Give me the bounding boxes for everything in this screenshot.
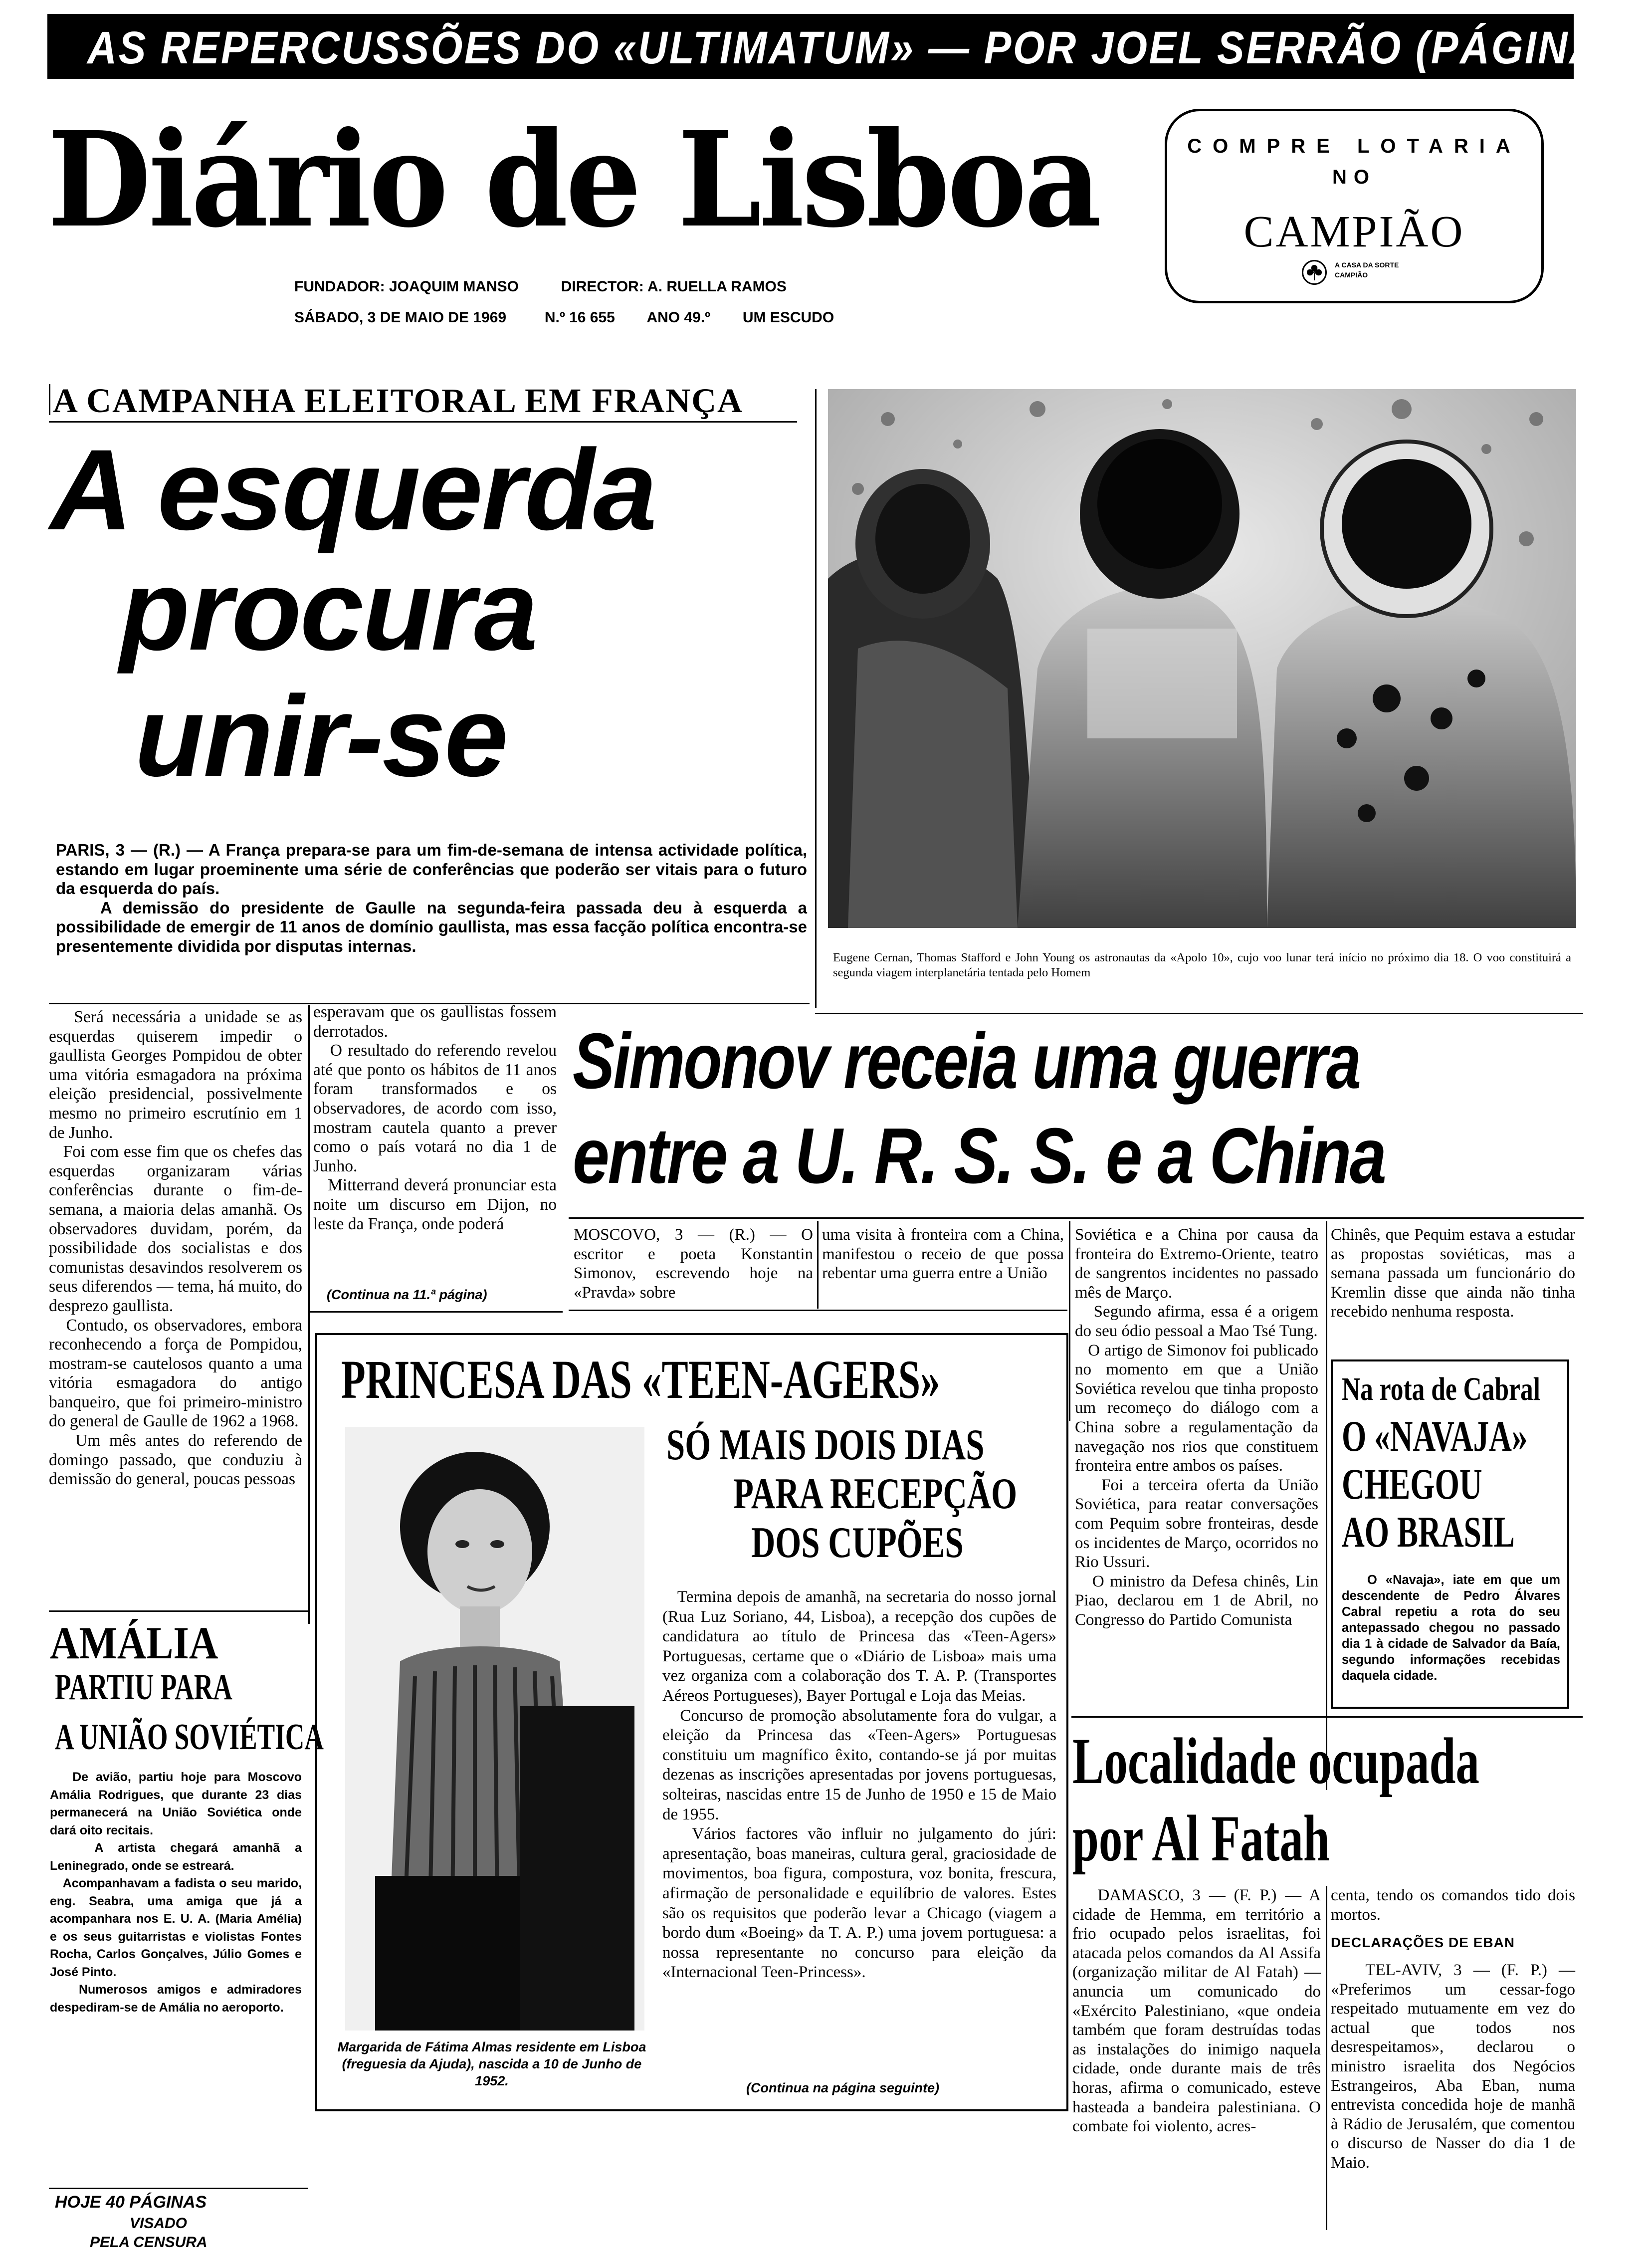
divider	[569, 1310, 1067, 1311]
simonov-column-4: Chinês, que Pequim estava a estudar as propostas soviéticas, mas a semana passada um funcionário do Kremlin disse que ainda não tinha recebido nenhuma resposta.	[1331, 1226, 1580, 1321]
lottery-ad-line1: COMPRE LOTARIA	[1187, 135, 1521, 157]
clover-icon	[1302, 260, 1327, 285]
princesa-box	[315, 1333, 1068, 2111]
portrait-photo	[345, 1427, 644, 2031]
lottery-ad	[1165, 109, 1544, 303]
lottery-ad-small1: A CASA DA SORTE	[1335, 261, 1399, 269]
france-headline-2: procura	[120, 546, 537, 674]
fatah-headline-1: Localidade ocupada	[1072, 1724, 1479, 1798]
simonov-column-2: uma visita à fronteira com a China, manifestou o receio de que possa rebentar uma guerra entre a União	[822, 1226, 1068, 1283]
divider	[49, 421, 797, 423]
column-rule	[49, 384, 50, 415]
column-rule	[1326, 1886, 1327, 2230]
founder-line: FUNDADOR: JOAQUIM MANSO	[294, 278, 519, 295]
simonov-headline-2: entre a U. R. S. S. e a China	[573, 1112, 1385, 1200]
amalia-headline-3: A UNIÃO SOVIÉTICA	[55, 1717, 324, 1758]
france-column-2: esperavam que os gaullistas fossem derrotados. O resultado do referendo revelou até que ponto os hábitos de 11 anos foram transformados e os observadores, de acordo com isso, mostram cautela quanto a prever como o país votará no dia 1 de Junho. Mitterrand deverá pronunciar esta noite um discurso em Dijon, no leste da França, onde poderá	[313, 1003, 557, 1233]
princesa-sub-2: PARA RECEPÇÃO	[733, 1470, 1018, 1518]
masthead-title: Diário de Lisboa	[47, 103, 1099, 256]
fatah-headline-2: por Al Fatah	[1072, 1802, 1330, 1875]
issue-year: ANO 49.º	[646, 309, 711, 326]
censorship-stamp-1: VISADO	[130, 2215, 188, 2232]
princesa-body: Termina depois de amanhã, na secretaria do nosso jornal (Rua Luz Soriano, 44, Lisboa), a recepção dos cupões de candidatura ao título de Princesa das «Teen-Agers» Portuguesas, certame que o «Diário de Lisboa» mais uma vez organiza com a colaboração dos T. A. P. (Transportes Aéreos Portugueses), Bayer Portugal e Loja das Meias. Concurso de promoção absolutamente fora do vulgar, a eleição da Princesa das «Teen-Agers» Portuguesas constituiu um magnífico êxito, contando-se já por muitas dezenas as inscrições apresentadas por jovens portuguesas, solteiras, nascidas entre 15 de Junho de 1950 e 15 de Maio de 1955. Vários factores vão influir no julgamento do júri: apresentação, boas maneiras, cultura geral, graciosidade de movimentos, boa figura, compostura, voz bonita, frescura, afirmação de personalidade e equilíbrio de valores. Estes são os requisitos que poderão levar a Chicago (viagem a bordo dum «Boeing» da T. A. P.) uma jovem portuguesa: a nossa representante no concurso para eleição da «Internacional Teen-Princess».	[662, 1588, 1056, 1982]
france-headline-3: unir-se	[135, 672, 507, 800]
divider	[569, 1217, 1584, 1219]
top-banner	[47, 14, 1652, 79]
navaja-headline-1: O «NAVAJA»	[1342, 1412, 1528, 1461]
fatah-column-1: DAMASCO, 3 — (F. P.) — A cidade de Hemma, em território a frio ocupado pelos israelitas, foi atacada pelos comandos da Al Assifa (organização militar de Al Fatah) — anuncia um comunicado do «Exército Palestiniano, «que ondeia também que foram destruídas todas as instalações do inimigo naquela cidade, onde durante mais de três horas, afirma o comunicado, esteve hasteada a bandeira palestiniana. O combate foi violento, acres-	[1072, 1886, 1325, 2136]
photo-caption: Eugene Cernan, Thomas Stafford e John Young os astronautas da «Apolo 10», cujo voo lunar terá início no próximo dia 18. O voo constituirá a segunda viagem interplanetária tentada pelo Homem	[833, 951, 1575, 979]
simonov-column-1: MOSCOVO, 3 — (R.) — O escritor e poeta Konstantin Simonov, escrevendo hoje na «Pravda» sobre	[574, 1226, 818, 1302]
navaja-headline-3: AO BRASIL	[1342, 1508, 1515, 1557]
france-kicker: A CAMPANHA ELEITORAL EM FRANÇA	[53, 382, 743, 420]
navaja-body: O «Navaja», iate em que um descendente de Pedro Álvares Cabral repetiu a rota do seu antepassado chegou no passado dia 1 à cidade de Salvador da Baía, segundo informações recebidas daquela cidade.	[1342, 1573, 1564, 1683]
france-headline-1: A esquerda	[50, 426, 656, 554]
simonov-headline-1: Simonov receia uma guerra	[573, 1017, 1360, 1105]
navaja-box	[1331, 1359, 1569, 1709]
column-rule	[308, 1005, 310, 1624]
divider	[308, 1311, 563, 1313]
princesa-sub-3: DOS CUPÕES	[751, 1519, 964, 1567]
fatah-subhead: DECLARAÇÕES DE EBAN	[1331, 1935, 1515, 1950]
princesa-headline: PRINCESA DAS «TEEN-AGERS»	[341, 1349, 940, 1410]
france-column-1: Será necessária a unidade se as esquerdas quiserem impedir o gaullista Georges Pompidou de obter uma vitória esmagadora na próxima eleição presidencial, possivelmente mesmo no primeiro escrutínio em 1 de Junho. Foi com esse fim que os chefes das esquerdas organizaram várias conferências durante o fim-de-semana, a maioria delas amanhã. Os observadores duvidam, porém, da possibilidade dos socialistas e dos comunistas desavindos resolverem os seus diferendos — tema, há muito, do desprezo gaullista. Contudo, os observadores, embora reconhecendo a força de Pompidou, mostram-se cautelosos quanto a uma vitória esmagadora do antigo banqueiro, que foi primeiro-ministro do general de Gaulle de 1962 a 1968. Um mês antes do referendo de domingo passado, que conduziu à demissão do general, poucas pessoas	[49, 1008, 302, 1489]
top-banner-text: AS REPERCUSSÕES DO «ULTIMATUM» — POR JOEL SERRÃO (PÁGINA 3)	[87, 22, 1652, 73]
portrait-caption: Margarida de Fátima Almas residente em Lisboa (freguesia da Ajuda), nascida a 10 de Junho de 1952.	[337, 2039, 650, 2088]
princesa-continued: (Continua na página seguinte)	[746, 2080, 940, 2095]
princesa-sub-1: SÓ MAIS DOIS DIAS	[666, 1421, 985, 1469]
france-continued: (Continua na 11.ª página)	[327, 1287, 487, 1302]
column-rule	[817, 1221, 819, 1309]
simonov-column-3: Soviética e a China por causa da fronteira do Extremo-Oriente, teatro de sangrentos incidentes no passado mês de Março. Segundo afirma, essa é a origem do seu ódio pessoal a Mao Tsé Tung. O artigo de Simonov foi publicado no momento em que a União Soviética revelou que tinha proposto um recomeço do diálogo com a China sobre a regulamentação da navegação nos rios que constituem fronteira entre ambos os países. Foi a terceira oferta da União Soviética, para reatar conversações com Pequim sobre fronteiras, desde os incidentes de Março, ocorridos no Rio Ussuri. O ministro da Defesa chinês, Lin Piao, declarou em 1 de Abril, no Congresso do Partido Comunista	[1075, 1226, 1319, 1629]
lottery-ad-brand: CAMPIÃO	[1243, 207, 1465, 256]
director-line: DIRECTOR: A. RUELLA RAMOS	[561, 278, 787, 295]
column-rule	[815, 389, 817, 1008]
amalia-headline-2: PARTIU PARA	[55, 1667, 232, 1708]
column-rule	[1069, 1221, 1070, 1421]
divider	[49, 2188, 308, 2189]
censorship-stamp-2: PELA CENSURA	[90, 2234, 207, 2251]
divider	[815, 1013, 1583, 1014]
column-rule	[1326, 1221, 1327, 1790]
france-lead: PARIS, 3 — (R.) — A França prepara-se para um fim-de-semana de intensa actividade política, estando em lugar proeminente uma série de conferências que poderão ser vitais para o futuro da esquerda do país. A demissão do presidente de Gaulle na segunda-feira passada deu à esquerda a possibilidade de emergir de 11 anos de domínio gaullista, mas essa facção política encontra-se presentemente dividida por disputas internas.	[56, 841, 807, 955]
navaja-headline-2: CHEGOU	[1342, 1460, 1482, 1509]
amalia-headline-1: AMÁLIA	[50, 1617, 218, 1668]
lottery-ad-small2: CAMPIÃO	[1335, 271, 1368, 279]
fatah-column-2-top: centa, tendo os comandos tido dois mortos.	[1331, 1886, 1580, 1924]
issue-price: UM ESCUDO	[742, 309, 834, 326]
page-count: HOJE 40 PÁGINAS	[55, 2193, 207, 2212]
fatah-column-2: TEL-AVIV, 3 — (F. P.) — «Preferimos um cessar-fogo respeitado mutuamente em vez do actual que todos nos desrespeitamos», declarou o ministro israelita dos Negócios Estrangeiros, Aba Eban, numa entrevista concedida hoje de manhã à Rádio de Jerusalém, que comentou o discurso de Nasser do dia 1 de Maio.	[1331, 1961, 1580, 2172]
divider	[1071, 1716, 1583, 1718]
astronauts-photo	[828, 389, 1576, 928]
divider	[49, 1610, 308, 1612]
issue-date: SÁBADO, 3 DE MAIO DE 1969	[294, 309, 507, 326]
amalia-body: De avião, partiu hoje para Moscovo Amália Rodrigues, que durante 23 dias permanecerá na União Soviética onde dará oito recitais. A artista chegará amanhã a Leninegrado, onde se estreará. Acompanhavam a fadista o seu marido, eng. Seabra, uma amiga que já a acompanhara nos E. U. A. (Maria Amélia) e os seus guitarristas e violistas Fontes Rocha, Carlos Gonçalves, Júlio Gomes e José Pinto. Numerosos amigos e admiradores despediram-se de Amália no aeroporto.	[50, 1770, 302, 2015]
issue-number: N.º 16 655	[544, 309, 615, 326]
lottery-ad-line2: NO	[1332, 166, 1376, 188]
navaja-kicker: Na rota de Cabral	[1342, 1371, 1540, 1407]
